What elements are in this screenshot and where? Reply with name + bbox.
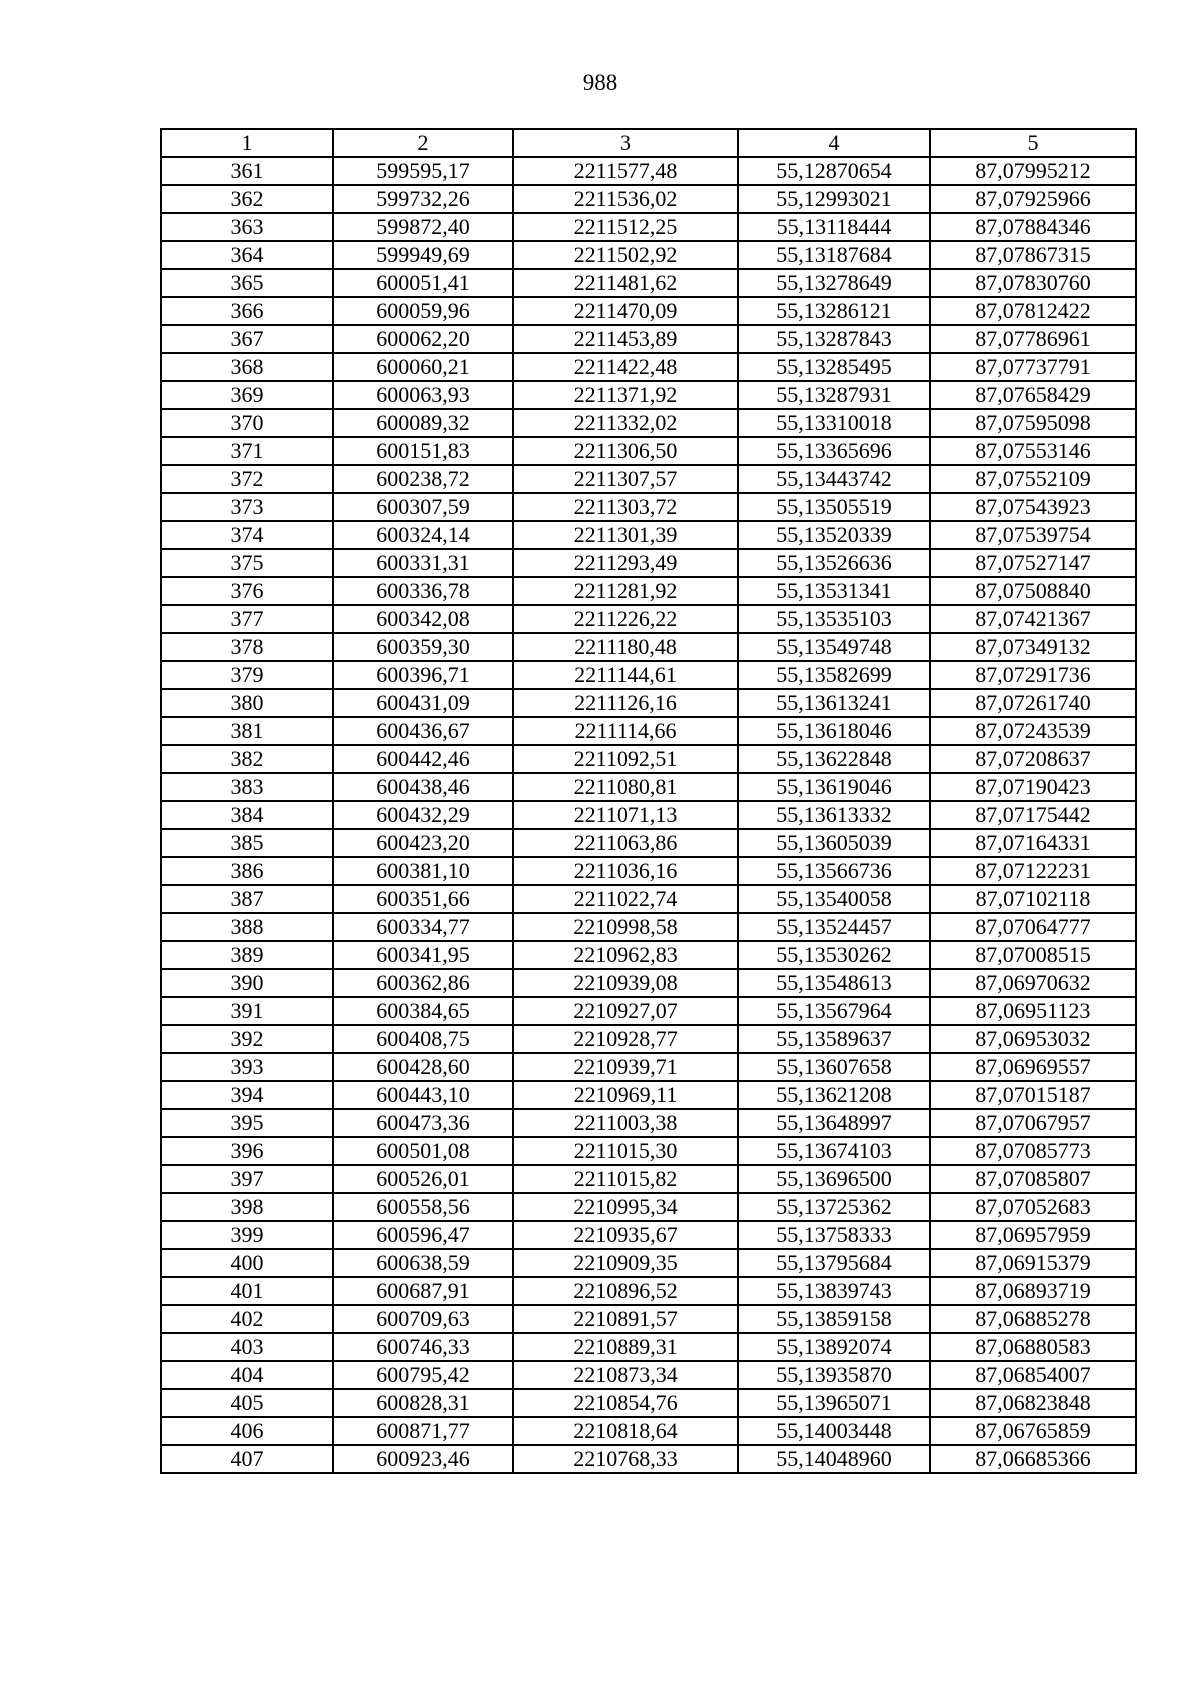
table-cell-col-5: 87,07102118 <box>930 885 1136 913</box>
column-header-4: 4 <box>738 129 930 157</box>
table-cell-col-4: 55,13613241 <box>738 689 930 717</box>
table-cell-col-4: 55,13674103 <box>738 1137 930 1165</box>
table-cell-col-3: 2210854,76 <box>513 1389 738 1417</box>
table-cell-col-2: 600359,30 <box>333 633 513 661</box>
table-cell-col-1: 378 <box>161 633 333 661</box>
table-cell-col-4: 55,13839743 <box>738 1277 930 1305</box>
table-cell-col-3: 2211301,39 <box>513 521 738 549</box>
table-cell-col-1: 386 <box>161 857 333 885</box>
table-cell-col-1: 363 <box>161 213 333 241</box>
table-row <box>161 185 1136 213</box>
table-cell-col-1: 403 <box>161 1333 333 1361</box>
table-row <box>161 801 1136 829</box>
table-cell-col-2: 600341,95 <box>333 941 513 969</box>
table-cell-col-4: 55,13618046 <box>738 717 930 745</box>
table-cell-col-5: 87,07261740 <box>930 689 1136 717</box>
table-cell-col-3: 2210962,83 <box>513 941 738 969</box>
table-row <box>161 409 1136 437</box>
table-cell-col-2: 600432,29 <box>333 801 513 829</box>
table-row <box>161 969 1136 997</box>
table-cell-col-5: 87,07553146 <box>930 437 1136 465</box>
table-cell-col-3: 2211180,48 <box>513 633 738 661</box>
table-cell-col-1: 400 <box>161 1249 333 1277</box>
table-cell-col-4: 55,13285495 <box>738 353 930 381</box>
table-cell-col-4: 55,13696500 <box>738 1165 930 1193</box>
table-cell-col-1: 383 <box>161 773 333 801</box>
table-cell-col-5: 87,07925966 <box>930 185 1136 213</box>
table-cell-col-3: 2210891,57 <box>513 1305 738 1333</box>
column-header-3: 3 <box>513 129 738 157</box>
table-cell-col-4: 55,13287931 <box>738 381 930 409</box>
table-row <box>161 549 1136 577</box>
table-cell-col-1: 396 <box>161 1137 333 1165</box>
table-cell-col-5: 87,07085773 <box>930 1137 1136 1165</box>
table-cell-col-1: 370 <box>161 409 333 437</box>
table-row <box>161 1025 1136 1053</box>
table-row <box>161 857 1136 885</box>
table-cell-col-1: 392 <box>161 1025 333 1053</box>
table-row <box>161 829 1136 857</box>
table-cell-col-4: 55,13526636 <box>738 549 930 577</box>
table-cell-col-2: 600428,60 <box>333 1053 513 1081</box>
table-cell-col-1: 387 <box>161 885 333 913</box>
table-cell-col-5: 87,06685366 <box>930 1445 1136 1473</box>
column-header-2: 2 <box>333 129 513 157</box>
table-row <box>161 577 1136 605</box>
header-row <box>161 129 1136 157</box>
table-cell-col-4: 55,13605039 <box>738 829 930 857</box>
table-cell-col-2: 600558,56 <box>333 1193 513 1221</box>
table-cell-col-3: 2210939,08 <box>513 969 738 997</box>
table-cell-col-3: 2210998,58 <box>513 913 738 941</box>
table-cell-col-1: 397 <box>161 1165 333 1193</box>
table-cell-col-4: 55,13118444 <box>738 213 930 241</box>
table-row <box>161 689 1136 717</box>
table-cell-col-3: 2211303,72 <box>513 493 738 521</box>
table-cell-col-4: 55,13443742 <box>738 465 930 493</box>
table-cell-col-1: 381 <box>161 717 333 745</box>
table-cell-col-1: 373 <box>161 493 333 521</box>
table-cell-col-4: 55,12993021 <box>738 185 930 213</box>
table-row <box>161 297 1136 325</box>
table-row <box>161 269 1136 297</box>
table-cell-col-5: 87,07015187 <box>930 1081 1136 1109</box>
table-cell-col-5: 87,06885278 <box>930 1305 1136 1333</box>
table-cell-col-4: 55,13619046 <box>738 773 930 801</box>
table-cell-col-1: 367 <box>161 325 333 353</box>
table-cell-col-2: 600709,63 <box>333 1305 513 1333</box>
table-cell-col-2: 600396,71 <box>333 661 513 689</box>
table-cell-col-2: 600342,08 <box>333 605 513 633</box>
table-cell-col-5: 87,06915379 <box>930 1249 1136 1277</box>
table-cell-col-5: 87,07867315 <box>930 241 1136 269</box>
table-row <box>161 1193 1136 1221</box>
table-cell-col-4: 55,13725362 <box>738 1193 930 1221</box>
table-cell-col-1: 376 <box>161 577 333 605</box>
table-cell-col-3: 2211015,30 <box>513 1137 738 1165</box>
table-cell-col-2: 600923,46 <box>333 1445 513 1473</box>
table-cell-col-3: 2210928,77 <box>513 1025 738 1053</box>
table-cell-col-2: 600526,01 <box>333 1165 513 1193</box>
table-cell-col-3: 2210909,35 <box>513 1249 738 1277</box>
table-cell-col-5: 87,07539754 <box>930 521 1136 549</box>
table-row <box>161 1389 1136 1417</box>
table-cell-col-4: 55,13505519 <box>738 493 930 521</box>
table-cell-col-1: 368 <box>161 353 333 381</box>
table-cell-col-2: 600436,67 <box>333 717 513 745</box>
table-cell-col-3: 2211502,92 <box>513 241 738 269</box>
table-cell-col-3: 2210935,67 <box>513 1221 738 1249</box>
table-cell-col-3: 2211015,82 <box>513 1165 738 1193</box>
table-row <box>161 1305 1136 1333</box>
table-cell-col-2: 600431,09 <box>333 689 513 717</box>
table-cell-col-2: 600307,59 <box>333 493 513 521</box>
table-cell-col-2: 600638,59 <box>333 1249 513 1277</box>
table-row <box>161 1445 1136 1473</box>
table-cell-col-3: 2211512,25 <box>513 213 738 241</box>
table-cell-col-3: 2210927,07 <box>513 997 738 1025</box>
table-body <box>161 157 1136 1473</box>
table-cell-col-5: 87,07543923 <box>930 493 1136 521</box>
table-cell-col-5: 87,07786961 <box>930 325 1136 353</box>
table-cell-col-4: 55,13365696 <box>738 437 930 465</box>
table-cell-col-1: 382 <box>161 745 333 773</box>
table-row <box>161 997 1136 1025</box>
table-cell-col-5: 87,06951123 <box>930 997 1136 1025</box>
table-header <box>161 129 1136 157</box>
table-cell-col-2: 600059,96 <box>333 297 513 325</box>
table-cell-col-2: 600336,78 <box>333 577 513 605</box>
table-cell-col-3: 2211092,51 <box>513 745 738 773</box>
table-cell-col-3: 2211144,61 <box>513 661 738 689</box>
table-row <box>161 1109 1136 1137</box>
table-cell-col-2: 600795,42 <box>333 1361 513 1389</box>
table-cell-col-2: 599595,17 <box>333 157 513 185</box>
table-cell-col-5: 87,07175442 <box>930 801 1136 829</box>
table-cell-col-5: 87,07349132 <box>930 633 1136 661</box>
table-cell-col-2: 600473,36 <box>333 1109 513 1137</box>
table-cell-col-2: 600438,46 <box>333 773 513 801</box>
table-cell-col-2: 600331,31 <box>333 549 513 577</box>
table-cell-col-5: 87,07243539 <box>930 717 1136 745</box>
table-cell-col-2: 600062,20 <box>333 325 513 353</box>
table-cell-col-1: 406 <box>161 1417 333 1445</box>
table-cell-col-2: 600063,93 <box>333 381 513 409</box>
table-cell-col-1: 394 <box>161 1081 333 1109</box>
table-cell-col-5: 87,07122231 <box>930 857 1136 885</box>
table-cell-col-2: 599732,26 <box>333 185 513 213</box>
table-cell-col-3: 2211226,22 <box>513 605 738 633</box>
table-cell-col-1: 402 <box>161 1305 333 1333</box>
table-cell-col-2: 600351,66 <box>333 885 513 913</box>
table-cell-col-1: 362 <box>161 185 333 213</box>
table-row <box>161 1417 1136 1445</box>
table-cell-col-5: 87,07595098 <box>930 409 1136 437</box>
table-cell-col-3: 2211293,49 <box>513 549 738 577</box>
table-cell-col-4: 55,13540058 <box>738 885 930 913</box>
table-cell-col-5: 87,06823848 <box>930 1389 1136 1417</box>
table-row <box>161 437 1136 465</box>
table-row <box>161 1137 1136 1165</box>
table-cell-col-5: 87,06893719 <box>930 1277 1136 1305</box>
table-cell-col-3: 2211126,16 <box>513 689 738 717</box>
table-cell-col-5: 87,07552109 <box>930 465 1136 493</box>
table-cell-col-5: 87,07830760 <box>930 269 1136 297</box>
table-cell-col-4: 55,13892074 <box>738 1333 930 1361</box>
table-row <box>161 1081 1136 1109</box>
table-row <box>161 381 1136 409</box>
table-row <box>161 941 1136 969</box>
table-row <box>161 717 1136 745</box>
table-cell-col-4: 55,13935870 <box>738 1361 930 1389</box>
table-cell-col-4: 55,13607658 <box>738 1053 930 1081</box>
table-cell-col-2: 600828,31 <box>333 1389 513 1417</box>
table-cell-col-5: 87,07737791 <box>930 353 1136 381</box>
table-cell-col-4: 55,14003448 <box>738 1417 930 1445</box>
table-cell-col-1: 395 <box>161 1109 333 1137</box>
table-cell-col-2: 600151,83 <box>333 437 513 465</box>
table-cell-col-1: 365 <box>161 269 333 297</box>
table-row <box>161 157 1136 185</box>
table-row <box>161 493 1136 521</box>
table-row <box>161 1053 1136 1081</box>
table-cell-col-1: 393 <box>161 1053 333 1081</box>
table-cell-col-2: 600089,32 <box>333 409 513 437</box>
table-row <box>161 241 1136 269</box>
table-cell-col-1: 364 <box>161 241 333 269</box>
table-cell-col-1: 374 <box>161 521 333 549</box>
table-cell-col-3: 2211453,89 <box>513 325 738 353</box>
table-cell-col-2: 600871,77 <box>333 1417 513 1445</box>
table-cell-col-1: 385 <box>161 829 333 857</box>
table-cell-col-4: 55,13622848 <box>738 745 930 773</box>
table-cell-col-3: 2211071,13 <box>513 801 738 829</box>
table-cell-col-5: 87,07658429 <box>930 381 1136 409</box>
table-cell-col-3: 2210995,34 <box>513 1193 738 1221</box>
table-row <box>161 1333 1136 1361</box>
table-cell-col-5: 87,07812422 <box>930 297 1136 325</box>
table-cell-col-1: 380 <box>161 689 333 717</box>
table-cell-col-2: 600238,72 <box>333 465 513 493</box>
table-row <box>161 1277 1136 1305</box>
table-cell-col-4: 55,12870654 <box>738 157 930 185</box>
table-cell-col-3: 2210969,11 <box>513 1081 738 1109</box>
table-cell-col-1: 366 <box>161 297 333 325</box>
table-cell-col-5: 87,07995212 <box>930 157 1136 185</box>
table-cell-col-1: 361 <box>161 157 333 185</box>
table-cell-col-2: 600051,41 <box>333 269 513 297</box>
table-row <box>161 213 1136 241</box>
column-header-5: 5 <box>930 129 1136 157</box>
table-cell-col-2: 600384,65 <box>333 997 513 1025</box>
table-cell-col-3: 2211022,74 <box>513 885 738 913</box>
table-cell-col-5: 87,07164331 <box>930 829 1136 857</box>
table-cell-col-3: 2211114,66 <box>513 717 738 745</box>
table-cell-col-3: 2211306,50 <box>513 437 738 465</box>
table-cell-col-4: 55,13287843 <box>738 325 930 353</box>
table-cell-col-1: 371 <box>161 437 333 465</box>
table-cell-col-5: 87,07208637 <box>930 745 1136 773</box>
table-cell-col-5: 87,06765859 <box>930 1417 1136 1445</box>
table-cell-col-3: 2211307,57 <box>513 465 738 493</box>
table-row <box>161 661 1136 689</box>
table-cell-col-5: 87,07008515 <box>930 941 1136 969</box>
table-cell-col-4: 55,13567964 <box>738 997 930 1025</box>
table-cell-col-4: 55,13531341 <box>738 577 930 605</box>
coordinates-table <box>160 128 1137 1474</box>
table-cell-col-4: 55,13582699 <box>738 661 930 689</box>
table-cell-col-4: 55,13758333 <box>738 1221 930 1249</box>
table-cell-col-3: 2211003,38 <box>513 1109 738 1137</box>
table-cell-col-1: 372 <box>161 465 333 493</box>
table-cell-col-1: 379 <box>161 661 333 689</box>
table-cell-col-1: 405 <box>161 1389 333 1417</box>
table-cell-col-5: 87,07291736 <box>930 661 1136 689</box>
table-cell-col-3: 2211281,92 <box>513 577 738 605</box>
table-cell-col-3: 2211481,62 <box>513 269 738 297</box>
table-cell-col-3: 2210896,52 <box>513 1277 738 1305</box>
table-row <box>161 353 1136 381</box>
table-cell-col-2: 599949,69 <box>333 241 513 269</box>
table-cell-col-3: 2210818,64 <box>513 1417 738 1445</box>
table-cell-col-3: 2211332,02 <box>513 409 738 437</box>
table-row <box>161 1361 1136 1389</box>
table-cell-col-4: 55,13187684 <box>738 241 930 269</box>
table-cell-col-4: 55,14048960 <box>738 1445 930 1473</box>
table-row <box>161 1221 1136 1249</box>
table-row <box>161 745 1136 773</box>
table-row <box>161 913 1136 941</box>
table-cell-col-3: 2210889,31 <box>513 1333 738 1361</box>
table-row <box>161 1165 1136 1193</box>
table-cell-col-2: 600060,21 <box>333 353 513 381</box>
table-cell-col-5: 87,06970632 <box>930 969 1136 997</box>
page-number: 988 <box>582 70 618 95</box>
table-cell-col-4: 55,13535103 <box>738 605 930 633</box>
table-cell-col-5: 87,07190423 <box>930 773 1136 801</box>
table-cell-col-4: 55,13520339 <box>738 521 930 549</box>
table-cell-col-5: 87,07884346 <box>930 213 1136 241</box>
table-cell-col-4: 55,13566736 <box>738 857 930 885</box>
table-cell-col-1: 398 <box>161 1193 333 1221</box>
table-cell-col-4: 55,13278649 <box>738 269 930 297</box>
table-row <box>161 633 1136 661</box>
table-cell-col-1: 369 <box>161 381 333 409</box>
table-cell-col-4: 55,13530262 <box>738 941 930 969</box>
table-cell-col-3: 2210939,71 <box>513 1053 738 1081</box>
table-cell-col-3: 2210873,34 <box>513 1361 738 1389</box>
table-row <box>161 885 1136 913</box>
table-cell-col-3: 2211080,81 <box>513 773 738 801</box>
table-cell-col-2: 600334,77 <box>333 913 513 941</box>
table-row <box>161 773 1136 801</box>
table-cell-col-2: 600423,20 <box>333 829 513 857</box>
table-cell-col-4: 55,13310018 <box>738 409 930 437</box>
table-cell-col-4: 55,13589637 <box>738 1025 930 1053</box>
table-cell-col-1: 388 <box>161 913 333 941</box>
table-cell-col-1: 375 <box>161 549 333 577</box>
table-cell-col-4: 55,13648997 <box>738 1109 930 1137</box>
table-row <box>161 325 1136 353</box>
table-cell-col-1: 399 <box>161 1221 333 1249</box>
table-cell-col-5: 87,07527147 <box>930 549 1136 577</box>
table-cell-col-1: 377 <box>161 605 333 633</box>
table-cell-col-5: 87,07508840 <box>930 577 1136 605</box>
table-cell-col-1: 389 <box>161 941 333 969</box>
table-cell-col-4: 55,13548613 <box>738 969 930 997</box>
table-cell-col-4: 55,13859158 <box>738 1305 930 1333</box>
table-cell-col-4: 55,13549748 <box>738 633 930 661</box>
table-cell-col-3: 2211470,09 <box>513 297 738 325</box>
table-cell-col-1: 401 <box>161 1277 333 1305</box>
table-cell-col-2: 600324,14 <box>333 521 513 549</box>
table-cell-col-4: 55,13795684 <box>738 1249 930 1277</box>
column-header-1: 1 <box>161 129 333 157</box>
table-cell-col-2: 600687,91 <box>333 1277 513 1305</box>
table-cell-col-2: 600381,10 <box>333 857 513 885</box>
table-cell-col-5: 87,06854007 <box>930 1361 1136 1389</box>
table-cell-col-1: 391 <box>161 997 333 1025</box>
table-cell-col-2: 600408,75 <box>333 1025 513 1053</box>
table-cell-col-2: 600501,08 <box>333 1137 513 1165</box>
table-row <box>161 605 1136 633</box>
table-cell-col-1: 404 <box>161 1361 333 1389</box>
table-cell-col-1: 407 <box>161 1445 333 1473</box>
table-cell-col-4: 55,13524457 <box>738 913 930 941</box>
table-cell-col-5: 87,06969557 <box>930 1053 1136 1081</box>
table-row <box>161 1249 1136 1277</box>
table-cell-col-1: 390 <box>161 969 333 997</box>
table-cell-col-5: 87,07421367 <box>930 605 1136 633</box>
table-cell-col-5: 87,07064777 <box>930 913 1136 941</box>
table-cell-col-3: 2211063,86 <box>513 829 738 857</box>
table-row <box>161 465 1136 493</box>
table-cell-col-2: 599872,40 <box>333 213 513 241</box>
table-cell-col-2: 600362,86 <box>333 969 513 997</box>
table-cell-col-5: 87,06880583 <box>930 1333 1136 1361</box>
table-cell-col-3: 2211536,02 <box>513 185 738 213</box>
table-cell-col-2: 600442,46 <box>333 745 513 773</box>
table-cell-col-5: 87,07052683 <box>930 1193 1136 1221</box>
table-cell-col-3: 2211577,48 <box>513 157 738 185</box>
table-cell-col-4: 55,13965071 <box>738 1389 930 1417</box>
table-cell-col-5: 87,07067957 <box>930 1109 1136 1137</box>
table-cell-col-3: 2210768,33 <box>513 1445 738 1473</box>
table-cell-col-4: 55,13286121 <box>738 297 930 325</box>
table-cell-col-4: 55,13613332 <box>738 801 930 829</box>
table-cell-col-2: 600596,47 <box>333 1221 513 1249</box>
table-cell-col-1: 384 <box>161 801 333 829</box>
table-cell-col-2: 600443,10 <box>333 1081 513 1109</box>
table-cell-col-3: 2211422,48 <box>513 353 738 381</box>
table-cell-col-3: 2211036,16 <box>513 857 738 885</box>
table-cell-col-5: 87,06957959 <box>930 1221 1136 1249</box>
table-cell-col-5: 87,07085807 <box>930 1165 1136 1193</box>
table-cell-col-3: 2211371,92 <box>513 381 738 409</box>
table-row <box>161 521 1136 549</box>
table-cell-col-4: 55,13621208 <box>738 1081 930 1109</box>
table-cell-col-5: 87,06953032 <box>930 1025 1136 1053</box>
table-cell-col-2: 600746,33 <box>333 1333 513 1361</box>
